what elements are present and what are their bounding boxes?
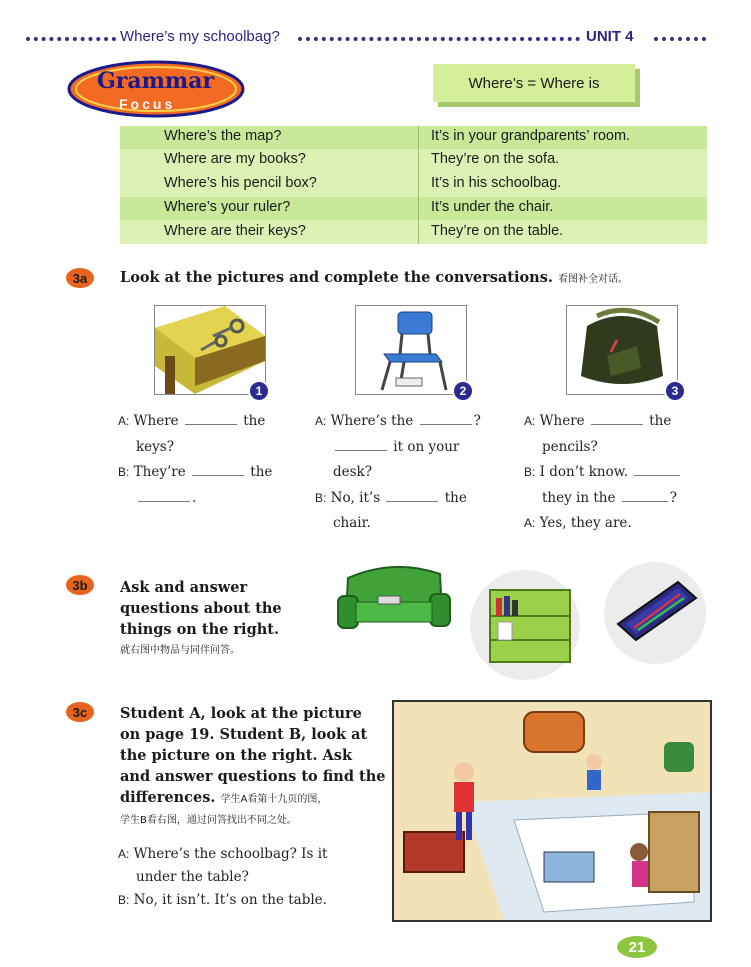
instruction-3b-line3: things on the right. — [120, 621, 279, 638]
answer-blank[interactable] — [591, 414, 643, 425]
conv1-line4: . — [192, 489, 197, 506]
table-question: Where’s his pencil box? — [164, 175, 317, 191]
contraction-box: Where’s = Where is — [433, 64, 635, 102]
table-answer: It’s in your grandparents’ room. — [431, 128, 631, 144]
answer-blank[interactable] — [386, 491, 438, 502]
speaker-a: A: — [118, 847, 130, 861]
table-divider — [418, 126, 419, 244]
instruction-3c-line3: the picture on the right. Ask — [120, 747, 352, 764]
conv2-line1a: Where’s the — [330, 413, 414, 429]
instruction-3c — [120, 703, 385, 831]
speaker-a: A: — [524, 516, 536, 530]
page-number: 21 — [617, 936, 657, 958]
instruction-3a-text: Look at the pictures and complete the conversations. — [120, 269, 553, 286]
conv1-line1b: the — [243, 413, 266, 429]
table-row — [120, 149, 707, 172]
instruction-3c-cn1: 学生A看第十九页的图， — [220, 794, 328, 805]
speaker-a: A: — [315, 414, 327, 428]
table-question: Where are their keys? — [164, 223, 306, 239]
room-illustration — [392, 700, 712, 922]
instruction-3a — [120, 269, 628, 286]
conv2-line3: desk? — [333, 464, 372, 480]
table-row — [120, 197, 707, 220]
picture-chair — [355, 305, 467, 395]
grammar-focus-subtitle: Focus — [119, 96, 176, 112]
grammar-focus-title: Grammar — [97, 68, 215, 94]
speaker-b: B: — [118, 465, 130, 479]
keys-table-icon — [155, 306, 265, 394]
pencil-box-circle — [604, 562, 706, 664]
conv1-line1a: Where — [133, 413, 179, 429]
conv3-line2: pencils? — [542, 438, 598, 455]
answer-blank[interactable] — [335, 440, 387, 451]
speaker-a: A: — [524, 414, 536, 428]
table-answer: They’re on the table. — [431, 223, 564, 239]
picture-number-1: 1 — [248, 380, 270, 402]
conv3c-b-line: No, it isn’t. It’s on the table. — [133, 892, 327, 908]
conv3-line4a: they in the — [542, 489, 616, 506]
answer-blank[interactable] — [185, 414, 237, 425]
conv3c-a-line1: Where’s the schoolbag? Is it — [133, 846, 328, 862]
conv2-line4a: No, it’s — [330, 489, 381, 506]
section-badge-3b: 3b — [66, 575, 94, 595]
room-scene-icon — [394, 702, 710, 920]
picture-number-3: 3 — [664, 380, 686, 402]
conv3-line3: I don’t know. — [539, 464, 628, 480]
section-badge-3a: 3a — [66, 268, 94, 288]
answer-blank[interactable] — [622, 491, 668, 502]
grammar-focus-badge — [67, 60, 245, 118]
table-question: Where are my books? — [164, 151, 306, 167]
table-row — [120, 173, 707, 196]
instruction-3c-line5: differences. — [120, 789, 216, 806]
bag-icon — [567, 306, 677, 394]
header-dots-left — [26, 37, 116, 41]
sofa-icon — [334, 556, 454, 636]
conv2-line5: chair. — [333, 515, 371, 531]
pencil-box-icon — [604, 562, 706, 664]
conv1-line3a: They’re — [133, 464, 186, 480]
instruction-3b-line2: questions about the — [120, 600, 282, 617]
table-question: Where’s your ruler? — [164, 199, 291, 215]
instruction-3c-line1: Student A, look at the picture — [120, 705, 362, 722]
conversation-2 — [315, 409, 481, 537]
instruction-3c-cn2: 学生B看右图，通过问答找出不同之处。 — [120, 815, 297, 826]
instruction-3b-line1: Ask and answer — [120, 579, 248, 596]
table-question: Where’s the map? — [164, 128, 282, 144]
conv2-line4b: the — [444, 489, 467, 506]
speaker-b: B: — [118, 893, 130, 907]
table-answer: It’s in his schoolbag. — [431, 175, 562, 191]
conversation-1 — [118, 409, 272, 511]
instruction-3b-cn: 就右图中物品与同伴问答。 — [120, 645, 240, 656]
conv2-line2: it on your — [393, 438, 460, 455]
header-dots-middle — [298, 37, 580, 41]
table-row — [120, 221, 707, 244]
speaker-b: B: — [315, 490, 327, 505]
conv2-line1b: ? — [473, 413, 481, 429]
conv1-line3b: the — [250, 464, 273, 480]
instruction-3c-line4: and answer questions to find the — [120, 768, 386, 785]
chair-icon — [356, 306, 466, 394]
section-badge-3c: 3c — [66, 702, 94, 722]
header-dots-right — [654, 37, 706, 41]
speaker-a: A: — [118, 414, 130, 428]
conv1-line2: keys? — [136, 438, 174, 455]
picture-keys-on-table — [154, 305, 266, 395]
table-answer: It’s under the chair. — [431, 199, 554, 215]
grammar-table — [120, 126, 707, 244]
conv3-line1a: Where — [539, 413, 585, 429]
header-unit: UNIT 4 — [582, 28, 638, 45]
bookcase-icon — [470, 570, 580, 680]
bookcase-circle — [470, 570, 580, 680]
answer-blank[interactable] — [138, 491, 190, 502]
answer-blank[interactable] — [420, 414, 472, 425]
conversation-3 — [524, 409, 682, 537]
conv3c-a-line2: under the table? — [136, 869, 249, 885]
table-row — [120, 126, 707, 149]
instruction-3b — [120, 577, 282, 661]
conversation-3c — [118, 843, 327, 912]
answer-blank[interactable] — [192, 465, 244, 476]
picture-number-2: 2 — [452, 380, 474, 402]
conv3-line5: Yes, they are. — [539, 515, 632, 531]
picture-bag — [566, 305, 678, 395]
instruction-3c-line2: on page 19. Student B, look at — [120, 726, 368, 743]
conv3-line1b: the — [649, 413, 672, 429]
table-answer: They’re on the sofa. — [431, 151, 560, 167]
answer-blank[interactable] — [634, 465, 680, 476]
instruction-3a-cn: 看图补全对话。 — [558, 274, 628, 285]
conv3-line4b: ? — [669, 489, 677, 506]
header-title: Where’s my schoolbag? — [116, 28, 284, 45]
speaker-b: B: — [524, 465, 536, 479]
